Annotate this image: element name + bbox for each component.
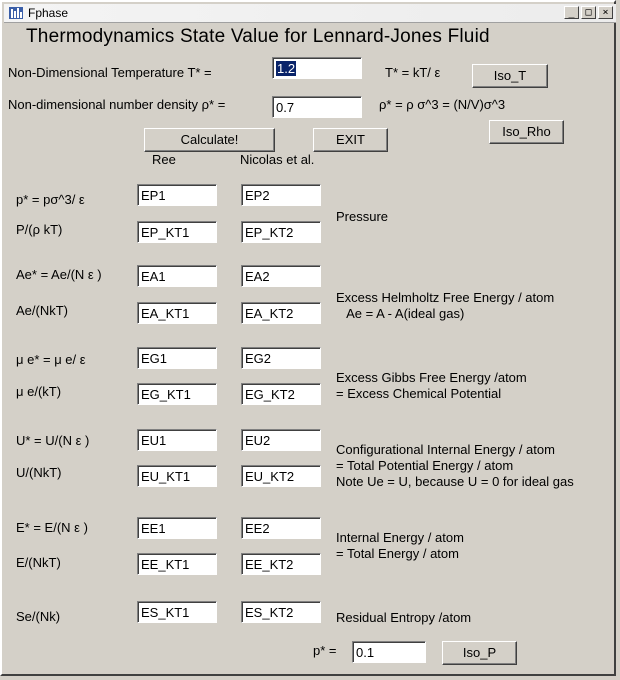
row-label: E/(NkT) xyxy=(16,555,61,570)
description-line: Pressure xyxy=(336,209,389,224)
temperature-input[interactable] xyxy=(272,57,362,79)
nicolas-column-header: Nicolas et al. xyxy=(240,152,315,167)
maximize-button[interactable] xyxy=(581,6,596,19)
row-label: Ae* = Ae/(N ε ) xyxy=(16,267,102,282)
ree-output-field[interactable]: ES_KT1 xyxy=(137,601,217,623)
ree-output-field[interactable]: EU1 xyxy=(137,429,217,451)
temperature-label: Non-Dimensional Temperature T* = xyxy=(8,65,212,80)
calculate-button[interactable]: Calculate! xyxy=(144,128,275,152)
description-line: = Total Energy / atom xyxy=(336,546,459,561)
nicolas-output-field[interactable]: EG_KT2 xyxy=(241,383,321,405)
nicolas-output-field[interactable]: EP2 xyxy=(241,184,321,206)
ree-output-field[interactable]: EP1 xyxy=(137,184,217,206)
nicolas-output-field[interactable]: EA2 xyxy=(241,265,321,287)
nicolas-output-field[interactable]: EU_KT2 xyxy=(241,465,321,487)
temperature-formula: T* = kT/ ε xyxy=(385,65,441,80)
nicolas-output-field[interactable]: EA_KT2 xyxy=(241,302,321,324)
description-line: Internal Energy / atom xyxy=(336,530,464,545)
pressure-input[interactable]: 0.1 xyxy=(352,641,426,663)
row-label: U/(NkT) xyxy=(16,465,62,480)
description-line: Excess Gibbs Free Energy /atom xyxy=(336,370,527,385)
entropy-description xyxy=(336,610,471,626)
iso-p-button[interactable]: Iso_P xyxy=(442,641,517,665)
description-line: Residual Entropy /atom xyxy=(336,610,472,625)
row-label: μ e/(kT) xyxy=(16,384,62,399)
density-input[interactable]: 0.7 xyxy=(272,96,362,118)
close-button[interactable] xyxy=(598,6,613,19)
internal-energy-description xyxy=(336,530,464,562)
description-line: Excess Helmholtz Free Energy / atom xyxy=(336,290,555,305)
pressure-description xyxy=(336,209,388,225)
row-label: P/(ρ kT) xyxy=(16,222,63,237)
row-label: p* = pσ^3/ ε xyxy=(16,192,85,207)
description-line: Configurational Internal Energy / atom xyxy=(336,442,555,457)
exit-button[interactable]: EXIT xyxy=(313,128,388,152)
iso-rho-button[interactable]: Iso_Rho xyxy=(489,120,564,144)
nicolas-output-field[interactable]: EE2 xyxy=(241,517,321,539)
ree-output-field[interactable]: EP_KT1 xyxy=(137,221,217,243)
nicolas-output-field[interactable]: EE_KT2 xyxy=(241,553,321,575)
minimize-icon: _ xyxy=(568,7,575,18)
iso-t-button[interactable]: Iso_T xyxy=(472,64,548,88)
window-title: Fphase xyxy=(28,6,69,20)
internal-config-description xyxy=(336,442,574,490)
minimize-button[interactable] xyxy=(564,6,579,19)
maximize-icon: □ xyxy=(585,7,592,18)
row-label: μ e* = μ e/ ε xyxy=(16,352,86,367)
description-line: = Total Potential Energy / atom xyxy=(336,458,514,473)
java-app-icon xyxy=(8,6,24,20)
pressure-input-label: p* = xyxy=(313,643,337,658)
description-line: Note Ue = U, because U = 0 for ideal gas xyxy=(336,474,574,489)
density-label: Non-dimensional number density ρ* = xyxy=(8,97,226,112)
ree-output-field[interactable]: EE1 xyxy=(137,517,217,539)
temperature-value: 1.2 xyxy=(277,61,296,76)
description-line: = Excess Chemical Potential xyxy=(336,386,502,401)
helmholtz-description xyxy=(336,290,554,322)
nicolas-output-field[interactable]: ES_KT2 xyxy=(241,601,321,623)
close-icon: × xyxy=(602,7,609,18)
nicolas-output-field[interactable]: EU2 xyxy=(241,429,321,451)
description-line: Ae = A - A(ideal gas) xyxy=(336,306,465,321)
gibbs-description xyxy=(336,370,527,402)
ree-output-field[interactable]: EA_KT1 xyxy=(137,302,217,324)
ree-column-header: Ree xyxy=(152,152,176,167)
page-title: Thermodynamics State Value for Lennard-Jones Fluid xyxy=(26,26,490,47)
nicolas-output-field[interactable]: EG2 xyxy=(241,347,321,369)
nicolas-output-field[interactable]: EP_KT2 xyxy=(241,221,321,243)
row-label: Ae/(NkT) xyxy=(16,303,68,318)
title-bar[interactable] xyxy=(4,4,616,23)
ree-output-field[interactable]: EE_KT1 xyxy=(137,553,217,575)
row-label: Se/(Nk) xyxy=(16,609,61,624)
density-formula: ρ* = ρ σ^3 = (N/V)σ^3 xyxy=(379,97,506,112)
row-label: U* = U/(N ε ) xyxy=(16,433,90,448)
ree-output-field[interactable]: EA1 xyxy=(137,265,217,287)
ree-output-field[interactable]: EU_KT1 xyxy=(137,465,217,487)
ree-output-field[interactable]: EG1 xyxy=(137,347,217,369)
ree-output-field[interactable]: EG_KT1 xyxy=(137,383,217,405)
row-label: E* = E/(N ε ) xyxy=(16,520,88,535)
